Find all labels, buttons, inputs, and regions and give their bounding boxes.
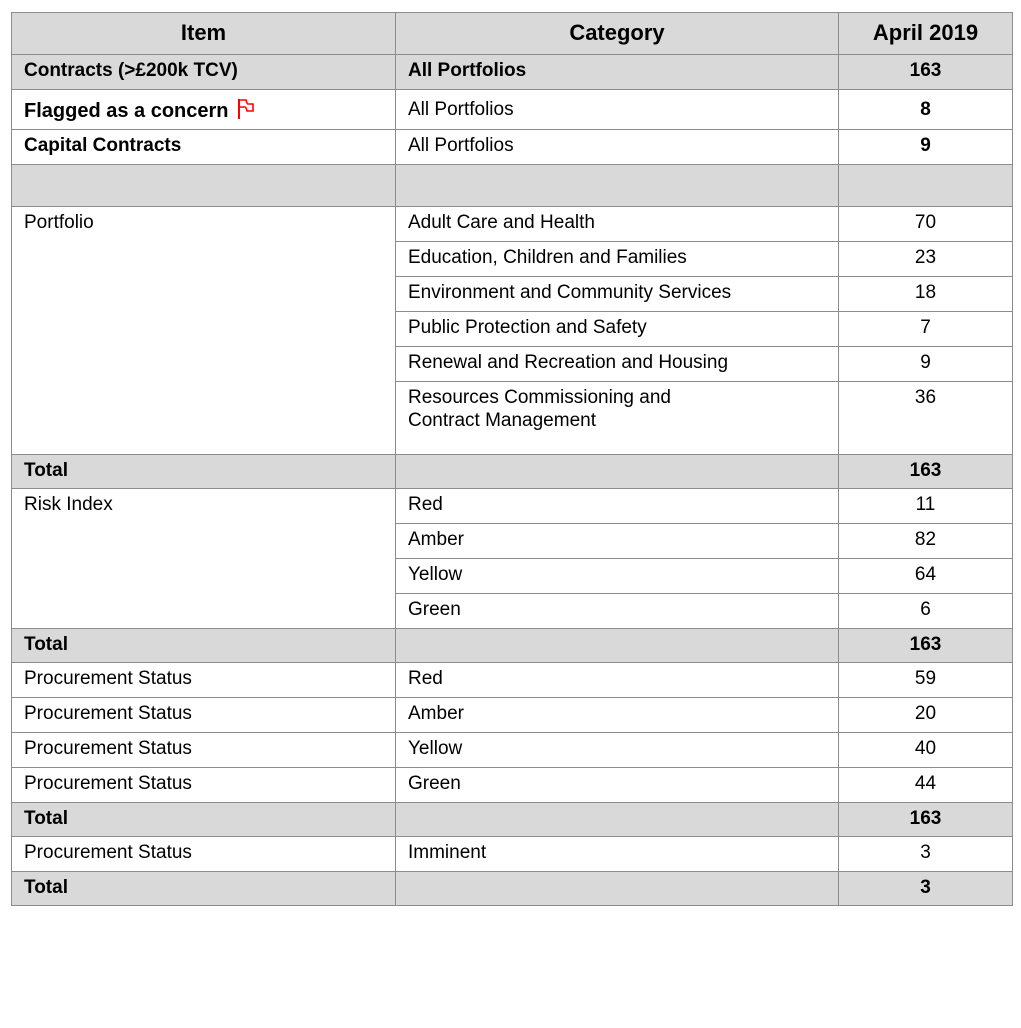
- row-value: 44: [839, 768, 1013, 803]
- total-label: Total: [12, 803, 396, 837]
- portfolio-row: [12, 207, 1013, 242]
- row-value: 40: [839, 733, 1013, 768]
- procurement-row: [12, 733, 1013, 768]
- row-value: 11: [839, 489, 1013, 524]
- row-value: 59: [839, 663, 1013, 698]
- row-item: Procurement Status: [12, 698, 396, 733]
- row-value: 6: [839, 594, 1013, 629]
- total-label: Total: [12, 872, 396, 906]
- row-category: Red: [396, 489, 839, 524]
- total-value: 163: [839, 455, 1013, 489]
- row-value: 70: [839, 207, 1013, 242]
- procurement-row: [12, 663, 1013, 698]
- row-item: Procurement Status: [12, 733, 396, 768]
- row-value: 82: [839, 524, 1013, 559]
- row-category: Environment and Community Services: [396, 277, 839, 312]
- row-category: Red: [396, 663, 839, 698]
- row-category: Imminent: [396, 837, 839, 872]
- row-category: All Portfolios: [396, 130, 839, 165]
- contracts-summary-table: [11, 12, 1013, 906]
- row-category: Renewal and Recreation and Housing: [396, 347, 839, 382]
- procurement-row: [12, 768, 1013, 803]
- row-item: Procurement Status: [12, 663, 396, 698]
- summary-row-flagged: [12, 90, 1013, 130]
- row-value: 7: [839, 312, 1013, 347]
- imminent-row: [12, 837, 1013, 872]
- header-row: [12, 13, 1013, 55]
- row-value: 3: [839, 837, 1013, 872]
- row-category: Yellow: [396, 559, 839, 594]
- row-category: Amber: [396, 698, 839, 733]
- row-category: Amber: [396, 524, 839, 559]
- column-header-item: Item: [12, 13, 396, 55]
- total-row-risk-index: [12, 629, 1013, 663]
- row-category: All Portfolios: [396, 90, 839, 130]
- row-item: Procurement Status: [12, 837, 396, 872]
- row-value: 23: [839, 242, 1013, 277]
- row-item: Contracts (>£200k TCV): [12, 55, 396, 90]
- row-value: 163: [839, 55, 1013, 90]
- total-value: 3: [839, 872, 1013, 906]
- total-label: Total: [12, 455, 396, 489]
- row-item: Flagged as a concern: [24, 100, 229, 122]
- total-row-procurement: [12, 803, 1013, 837]
- column-header-category: Category: [396, 13, 839, 55]
- separator-row: [12, 165, 1013, 207]
- row-value: 18: [839, 277, 1013, 312]
- total-value: 163: [839, 629, 1013, 663]
- row-value: 9: [839, 347, 1013, 382]
- row-item: Capital Contracts: [12, 130, 396, 165]
- row-value: 9: [839, 130, 1013, 165]
- row-value: 64: [839, 559, 1013, 594]
- row-category: Green: [396, 594, 839, 629]
- total-value: 163: [839, 803, 1013, 837]
- row-item-cell: [12, 90, 396, 130]
- column-header-period: April 2019: [839, 13, 1013, 55]
- row-value: 8: [839, 90, 1013, 130]
- row-category: Yellow: [396, 733, 839, 768]
- row-category: Education, Children and Families: [396, 242, 839, 277]
- total-row-portfolio: [12, 455, 1013, 489]
- group-label-portfolio: Portfolio: [12, 207, 396, 455]
- row-category: Public Protection and Safety: [396, 312, 839, 347]
- row-category: All Portfolios: [396, 55, 839, 90]
- row-category: Resources Commissioning and Contract Management: [396, 382, 839, 455]
- row-value: 20: [839, 698, 1013, 733]
- row-category: Green: [396, 768, 839, 803]
- row-category: Adult Care and Health: [396, 207, 839, 242]
- total-row-imminent: [12, 872, 1013, 906]
- risk-row: [12, 489, 1013, 524]
- summary-row-capital: [12, 130, 1013, 165]
- row-item: Procurement Status: [12, 768, 396, 803]
- row-value: 36: [839, 382, 1013, 455]
- summary-row-contracts: [12, 55, 1013, 90]
- total-label: Total: [12, 629, 396, 663]
- group-label-risk-index: Risk Index: [12, 489, 396, 629]
- procurement-row: [12, 698, 1013, 733]
- flag-icon: [237, 98, 255, 120]
